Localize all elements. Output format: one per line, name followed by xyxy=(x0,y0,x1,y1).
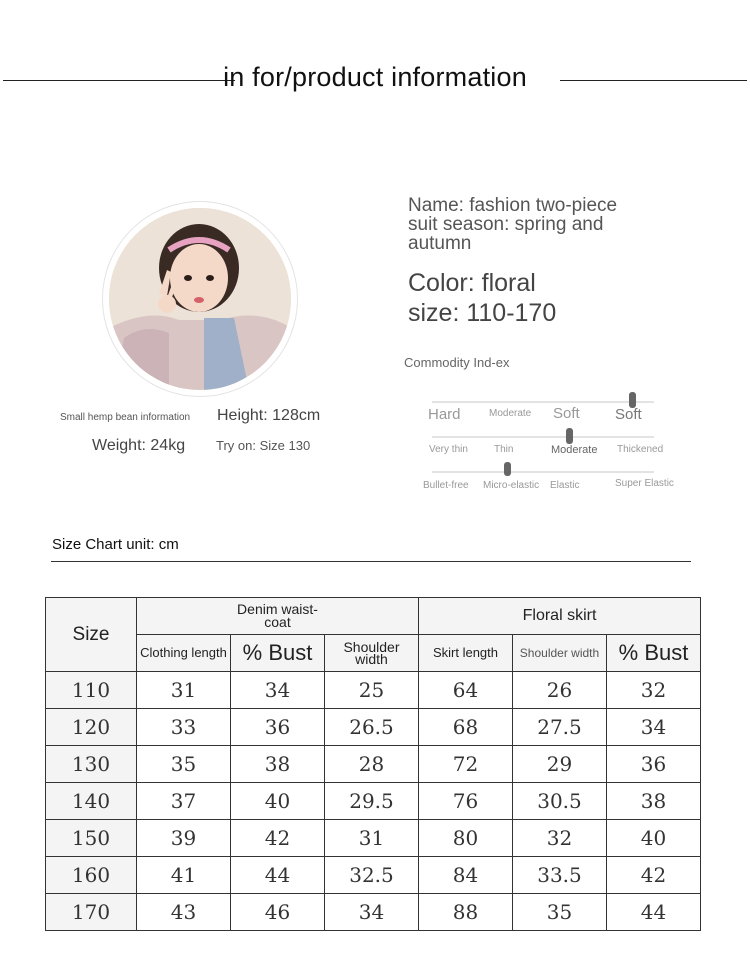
table-cell: 72 xyxy=(419,746,513,783)
group-denim-waistcoat xyxy=(137,598,419,635)
thickness-label-thickened: Thickened xyxy=(617,444,664,455)
table-cell: 44 xyxy=(607,894,701,931)
table-cell: 38 xyxy=(607,783,701,820)
elasticity-track xyxy=(432,471,654,473)
table-row xyxy=(46,857,701,894)
table-cell: 32.5 xyxy=(325,857,419,894)
table-cell: 68 xyxy=(419,709,513,746)
softness-label-moderate: Moderate xyxy=(489,408,532,419)
model-photo xyxy=(109,208,291,390)
elasticity-label-elastic: Elastic xyxy=(550,480,580,491)
size-chart-rule xyxy=(51,561,691,562)
thickness-label-thin: Thin xyxy=(494,444,514,455)
size-header: Size xyxy=(46,598,137,672)
col-bust-waistcoat: % Bust xyxy=(231,635,325,672)
table-cell: 40 xyxy=(607,820,701,857)
elasticity-label-bullet-free: Bullet-free xyxy=(423,480,469,491)
group-denim-waistcoat-label: Denim waist-coat xyxy=(237,601,318,630)
table-cell: 29.5 xyxy=(325,783,419,820)
table-cell: 88 xyxy=(419,894,513,931)
table-cell: 36 xyxy=(231,709,325,746)
table-cell: 34 xyxy=(607,709,701,746)
group-floral-skirt: Floral skirt xyxy=(419,598,701,635)
page-title: in for/product information xyxy=(223,62,527,92)
table-cell: 84 xyxy=(419,857,513,894)
row-size-label: 110 xyxy=(46,672,137,709)
table-row xyxy=(46,820,701,857)
table-cell: 32 xyxy=(607,672,701,709)
table-cell: 30.5 xyxy=(513,783,607,820)
elasticity-label-super-elastic: Super Elastic xyxy=(615,478,674,489)
product-size-range: size: 110-170 xyxy=(408,299,557,327)
col-clothing-length: Clothing length xyxy=(137,635,231,672)
col-bust-skirt: % Bust xyxy=(607,635,701,672)
table-cell: 36 xyxy=(607,746,701,783)
table-cell: 31 xyxy=(325,820,419,857)
table-cell: 33.5 xyxy=(513,857,607,894)
table-cell: 64 xyxy=(419,672,513,709)
table-cell: 43 xyxy=(137,894,231,931)
row-size-label: 160 xyxy=(46,857,137,894)
col-shoulder-width-skirt: Shoulder width xyxy=(513,635,607,672)
col-shoulder-width-waistcoat xyxy=(325,635,419,672)
row-size-label: 140 xyxy=(46,783,137,820)
model-info-label: Small hemp bean information xyxy=(60,412,191,423)
table-cell: 34 xyxy=(231,672,325,709)
table-cell: 38 xyxy=(231,746,325,783)
table-cell: 80 xyxy=(419,820,513,857)
table-cell: 29 xyxy=(513,746,607,783)
table-row xyxy=(46,894,701,931)
table-cell: 35 xyxy=(137,746,231,783)
table-cell: 34 xyxy=(325,894,419,931)
thickness-label-moderate: Moderate xyxy=(551,444,598,456)
size-chart-table xyxy=(45,597,701,931)
row-size-label: 130 xyxy=(46,746,137,783)
elasticity-label-micro-elastic: Micro-elastic xyxy=(483,480,540,491)
col-skirt-length: Skirt length xyxy=(419,635,513,672)
table-cell: 42 xyxy=(607,857,701,894)
table-cell: 41 xyxy=(137,857,231,894)
table-cell: 28 xyxy=(325,746,419,783)
thickness-indicator xyxy=(566,428,573,444)
table-cell: 33 xyxy=(137,709,231,746)
commodity-index-title: Commodity Ind-ex xyxy=(404,355,510,370)
table-cell: 35 xyxy=(513,894,607,931)
table-cell: 39 xyxy=(137,820,231,857)
table-row xyxy=(46,672,701,709)
table-cell: 44 xyxy=(231,857,325,894)
table-cell: 31 xyxy=(137,672,231,709)
model-weight: Weight: 24kg xyxy=(92,437,186,454)
table-cell: 76 xyxy=(419,783,513,820)
softness-label-soft-selected: Soft xyxy=(615,406,642,423)
size-chart-title: Size Chart unit: cm xyxy=(52,536,179,553)
softness-track xyxy=(432,401,654,403)
product-color: Color: floral xyxy=(408,269,536,297)
thickness-label-very-thin: Very thin xyxy=(429,444,468,455)
elasticity-indicator xyxy=(504,462,511,476)
table-cell: 26 xyxy=(513,672,607,709)
row-size-label: 170 xyxy=(46,894,137,931)
table-cell: 42 xyxy=(231,820,325,857)
table-cell: 26.5 xyxy=(325,709,419,746)
table-cell: 40 xyxy=(231,783,325,820)
table-cell: 27.5 xyxy=(513,709,607,746)
table-cell: 37 xyxy=(137,783,231,820)
row-size-label: 120 xyxy=(46,709,137,746)
product-name: Name: fashion two-piece suit season: spring and autumn xyxy=(408,195,618,254)
thickness-track xyxy=(432,436,654,438)
table-row xyxy=(46,746,701,783)
table-cell: 25 xyxy=(325,672,419,709)
table-cell: 46 xyxy=(231,894,325,931)
col-shoulder-width-waistcoat-label: Shoulder width xyxy=(343,639,400,667)
model-try-on-size: Try on: Size 130 xyxy=(216,438,311,453)
row-size-label: 150 xyxy=(46,820,137,857)
table-row xyxy=(46,783,701,820)
table-row xyxy=(46,709,701,746)
softness-label-hard: Hard xyxy=(428,406,461,423)
table-cell: 32 xyxy=(513,820,607,857)
softness-label-soft: Soft xyxy=(553,405,580,422)
model-height: Height: 128cm xyxy=(217,407,321,424)
